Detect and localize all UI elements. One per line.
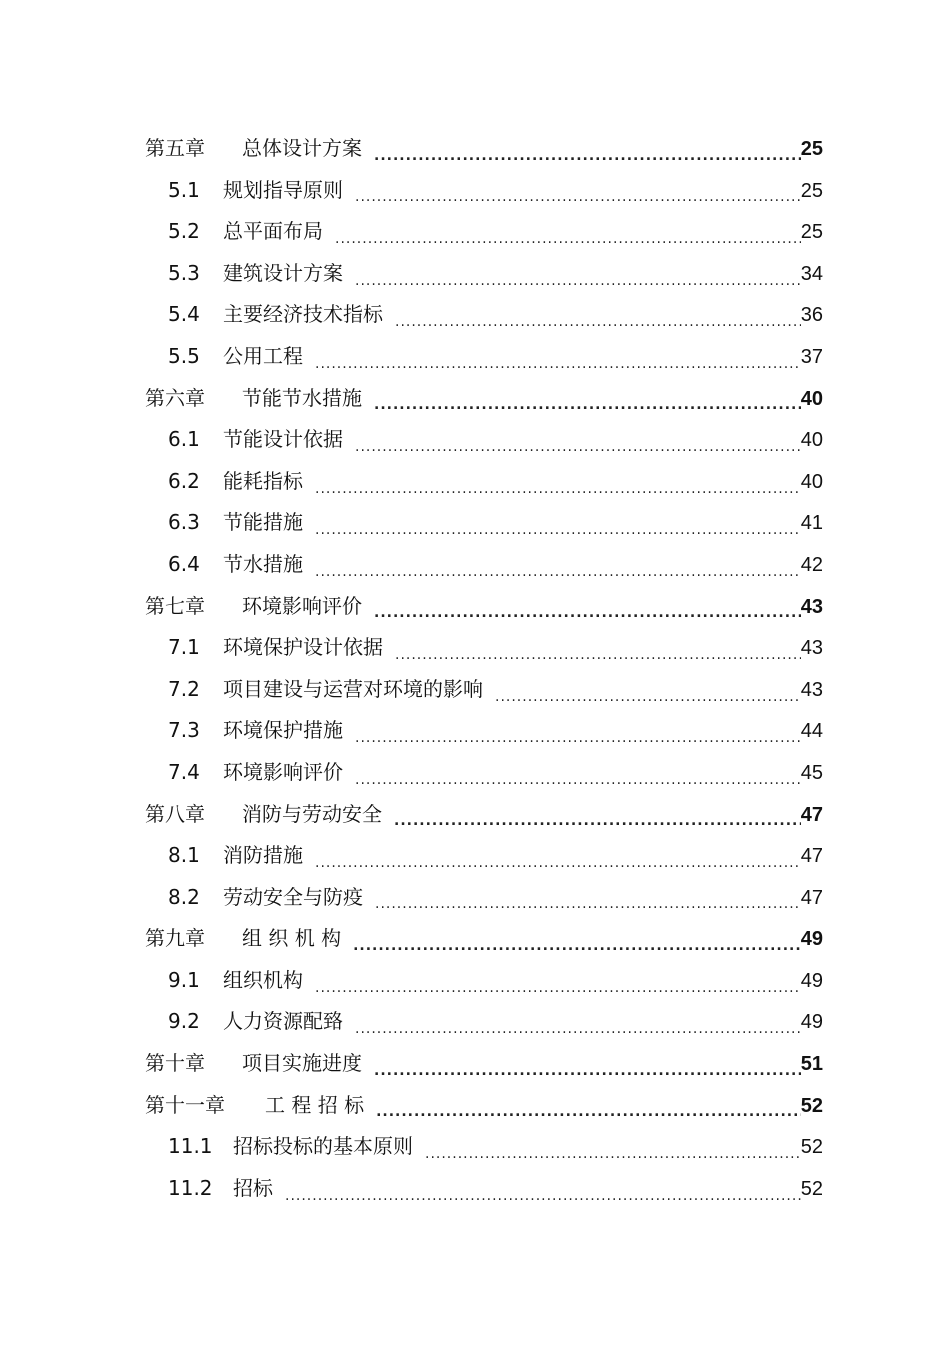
dot-leader	[374, 1058, 801, 1078]
toc-page-number: 34	[800, 262, 823, 285]
toc-chapter-9[interactable]	[145, 918, 823, 960]
toc-title: 节能节水措施	[242, 385, 362, 410]
dot-leader	[315, 975, 801, 995]
toc-title: 消防措施	[223, 843, 303, 868]
dot-leader	[315, 850, 801, 870]
dot-leader	[375, 891, 801, 911]
dot-leader	[376, 1099, 801, 1119]
toc-page-number: 36	[800, 304, 823, 327]
toc-number: 6.2	[168, 468, 200, 493]
toc-section-5-5[interactable]	[145, 336, 823, 378]
toc-title: 劳动安全与防疫	[223, 884, 363, 909]
toc-chapter-8[interactable]	[145, 794, 823, 836]
toc-title: 总平面布局	[223, 219, 323, 244]
toc-number: 5.5	[168, 343, 200, 368]
toc-page-number: 52	[800, 1177, 823, 1200]
toc-section-6-3[interactable]	[145, 502, 823, 544]
toc-page-number: 51	[800, 1053, 823, 1076]
toc-number: 第八章	[145, 801, 205, 826]
dot-leader	[355, 725, 801, 745]
toc-page-number: 25	[800, 179, 823, 202]
toc-section-11-1[interactable]	[145, 1126, 823, 1168]
toc-title: 总体设计方案	[242, 136, 362, 160]
toc-section-5-1[interactable]	[145, 170, 823, 212]
toc-number: 6.1	[168, 427, 200, 452]
toc-chapter-6[interactable]	[145, 378, 823, 420]
toc-number: 7.1	[168, 635, 200, 660]
toc-page-number: 41	[800, 512, 823, 535]
toc-page-number: 40	[800, 387, 823, 410]
toc-title: 组 织 机 构	[242, 926, 342, 951]
toc-title: 规划指导原则	[223, 177, 343, 202]
dot-leader	[355, 1016, 801, 1036]
toc-title: 公用工程	[223, 343, 303, 368]
toc-title: 环境影响评价	[223, 759, 343, 784]
dot-leader	[395, 309, 801, 329]
toc-number: 7.3	[168, 718, 200, 743]
toc-number: 9.2	[168, 1009, 200, 1034]
toc-number: 11.1	[168, 1134, 213, 1159]
toc-title: 环境保护设计依据	[223, 635, 383, 660]
toc-chapter-7[interactable]	[145, 586, 823, 628]
toc-section-6-4[interactable]	[145, 544, 823, 586]
toc-page-number: 44	[800, 720, 823, 743]
toc-title: 组织机构	[223, 967, 303, 992]
dot-leader	[374, 600, 801, 620]
toc-number: 8.2	[168, 884, 200, 909]
toc-title: 招标	[233, 1175, 273, 1200]
toc-title: 人力资源配臵	[223, 1009, 343, 1034]
toc-section-8-2[interactable]	[145, 877, 823, 919]
toc-number: 5.1	[168, 177, 200, 202]
toc-number: 5.3	[168, 260, 200, 285]
toc-number: 第九章	[145, 926, 205, 951]
toc-page-number: 47	[800, 803, 823, 826]
dot-leader	[395, 642, 801, 662]
toc-page-number: 25	[800, 221, 823, 244]
dot-leader	[285, 1183, 801, 1203]
table-of-contents	[145, 128, 823, 1209]
dot-leader	[495, 684, 801, 704]
toc-title: 环境保护措施	[223, 718, 343, 743]
toc-page-number: 52	[800, 1094, 823, 1117]
toc-page-number: 49	[800, 1011, 823, 1034]
toc-chapter-5[interactable]	[145, 128, 823, 170]
dot-leader	[355, 767, 801, 787]
toc-title: 消防与劳动安全	[242, 801, 382, 826]
toc-title: 建筑设计方案	[223, 260, 343, 285]
dot-leader	[374, 392, 801, 412]
toc-number: 6.4	[168, 551, 200, 576]
dot-leader	[335, 226, 801, 246]
toc-title: 节能设计依据	[223, 427, 343, 452]
dot-leader	[425, 1141, 801, 1161]
toc-number: 6.3	[168, 510, 200, 535]
toc-section-5-2[interactable]	[145, 211, 823, 253]
toc-section-7-4[interactable]	[145, 752, 823, 794]
toc-number: 7.2	[168, 676, 200, 701]
toc-section-7-1[interactable]	[145, 627, 823, 669]
dot-leader	[394, 808, 801, 828]
toc-page-number: 47	[800, 886, 823, 909]
dot-leader	[315, 476, 801, 496]
toc-page-number: 43	[800, 637, 823, 660]
toc-page-number: 40	[800, 429, 823, 452]
toc-title: 项目建设与运营对环境的影响	[223, 676, 483, 701]
toc-page-number: 49	[800, 928, 823, 951]
toc-page-number: 52	[800, 1136, 823, 1159]
toc-title: 节水措施	[223, 551, 303, 576]
toc-number: 第十一章	[145, 1092, 225, 1117]
toc-title: 节能措施	[223, 510, 303, 535]
toc-number: 第十章	[145, 1051, 205, 1076]
toc-number: 第五章	[145, 136, 205, 160]
toc-page-number: 43	[800, 595, 823, 618]
toc-number: 7.4	[168, 759, 200, 784]
toc-page-number: 40	[800, 470, 823, 493]
toc-section-9-2[interactable]	[145, 1001, 823, 1043]
toc-section-5-4[interactable]	[145, 294, 823, 336]
toc-section-5-3[interactable]	[145, 253, 823, 295]
toc-title: 工 程 招 标	[265, 1092, 365, 1117]
toc-title: 主要经济技术指标	[223, 302, 383, 327]
toc-section-6-1[interactable]	[145, 419, 823, 461]
dot-leader	[353, 933, 801, 953]
toc-page-number: 47	[800, 845, 823, 868]
toc-section-6-2[interactable]	[145, 461, 823, 503]
dot-leader	[315, 351, 801, 371]
toc-section-11-2[interactable]	[145, 1168, 823, 1210]
toc-number: 第六章	[145, 385, 205, 410]
toc-title: 环境影响评价	[242, 593, 362, 618]
toc-chapter-10[interactable]	[145, 1043, 823, 1085]
dot-leader	[315, 517, 801, 537]
toc-title: 项目实施进度	[242, 1051, 362, 1076]
toc-page-number: 37	[800, 345, 823, 368]
toc-page-number: 49	[800, 969, 823, 992]
dot-leader	[374, 143, 801, 163]
toc-section-7-3[interactable]	[145, 710, 823, 752]
toc-number: 9.1	[168, 967, 200, 992]
toc-section-7-2[interactable]	[145, 669, 823, 711]
dot-leader	[315, 559, 801, 579]
dot-leader	[355, 434, 801, 454]
toc-number: 5.4	[168, 302, 200, 327]
toc-title: 招标投标的基本原则	[233, 1134, 413, 1159]
toc-chapter-11[interactable]	[145, 1085, 823, 1127]
toc-page-number: 45	[800, 761, 823, 784]
dot-leader	[355, 268, 801, 288]
toc-section-9-1[interactable]	[145, 960, 823, 1002]
toc-page-number: 43	[800, 678, 823, 701]
toc-page-number: 42	[800, 553, 823, 576]
toc-number: 5.2	[168, 219, 200, 244]
toc-section-8-1[interactable]	[145, 835, 823, 877]
toc-number: 11.2	[168, 1175, 213, 1200]
toc-number: 8.1	[168, 843, 200, 868]
toc-number: 第七章	[145, 593, 205, 618]
toc-title: 能耗指标	[223, 468, 303, 493]
toc-page-number: 25	[800, 138, 823, 160]
dot-leader	[355, 184, 801, 204]
